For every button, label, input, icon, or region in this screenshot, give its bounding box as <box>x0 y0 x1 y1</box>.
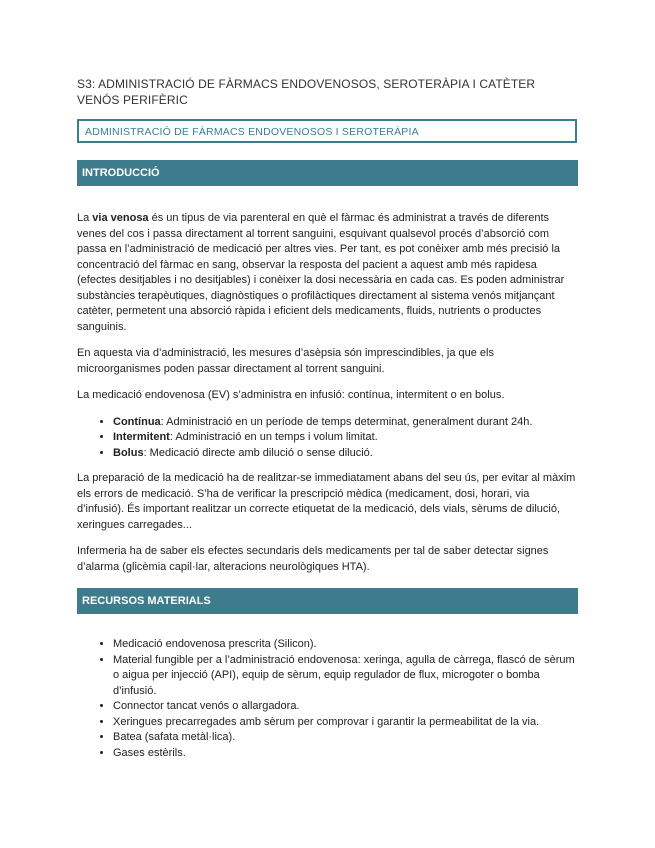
intro-paragraph-3: La medicació endovenosa (EV) s’administra en infusió: contínua, intermitent o en bolus. <box>77 389 505 401</box>
infusion-modes-list <box>77 415 577 462</box>
intro-p1-rest: és un tipus de via parenteral en què el fàrmac és administrat a través de diferents venes del cos i passa directament al torrent sanguini, esquivant qualsevol procés d’absorció com passa en l’administració de medicació per altres vies. Per tant, es pot conèixer amb més precisió la concentració del fàrmac en sang, observar la resposta del pacient a aquest amb més rapidesa (efectes desitjables i no desitjables) i conèixer la dosi necessària en cada cas. Es poden administrar substàncies terapèutiques, diagnòstiques o profilàctiques directament al sistema venós mitjançant catèter, permetent una absorció ràpida i eficient dels medicaments, fluids, nutrients o productes sanguinis. <box>77 212 565 333</box>
intro-paragraph-2: En aquesta via d’administració, les mesures d’asèpsia són imprescindibles, ja que els microorganismes poden passar directament al torrent sanguini. <box>77 347 494 375</box>
list-item: • Connector tancat venós o allargadora. <box>113 699 577 715</box>
intro-body <box>77 211 577 586</box>
list-item: • Batea (safata metàl·lica). <box>113 730 577 746</box>
mode-term: Contínua <box>113 415 161 428</box>
mode-term: Bolus <box>113 446 144 459</box>
mode-desc: : Medicació directe amb dilució o sense dilució. <box>143 446 373 459</box>
intro-p1-bold: via venosa <box>92 212 149 224</box>
list-item <box>113 430 577 446</box>
resources-heading-bar <box>77 588 578 614</box>
intro-heading: INTRODUCCIÓ <box>82 167 160 179</box>
section-subtitle-box <box>77 119 577 143</box>
list-item: • Material fungible per a l’administració endovenosa: xeringa, agulla de càrrega, flascó de sèrum o aigua per injecció (API), equip de sèrum, equip regulador de flux, microgoter o bomba d’infusió. <box>113 653 577 700</box>
mode-term: Intermitent <box>113 431 170 443</box>
mode-desc: : Administració en un temps i volum limitat. <box>169 431 378 443</box>
list-item <box>113 446 577 462</box>
section-subtitle: ADMINISTRACIÓ DE FÀRMACS ENDOVENOSOS I SEROTERÀPIA <box>85 126 419 138</box>
resources-heading: RECURSOS MATERIALS <box>82 595 211 607</box>
list-item: • Xeringues precarregades amb sèrum per comprovar i garantir la permeabilitat de la via. <box>113 715 577 731</box>
intro-heading-bar <box>77 160 578 186</box>
document-title: S3: ADMINISTRACIÓ DE FÀRMACS ENDOVENOSOS, SEROTERÀPIA I CATÈTER VENÓS PERIFÈRIC <box>77 77 536 107</box>
intro-paragraph-1 <box>77 211 577 335</box>
intro-paragraph-4: La preparació de la medicació ha de realitzar-se immediatament abans del seu ús, per evitar al màxim els errors de medicació. S’ha de verificar la prescripció mèdica (medicament, dosi, horari, via d’infusió). És important realitzar un correcte etiquetat de la medicació, dels vials, sèrums de dilució, xeringues carregades... <box>77 472 576 531</box>
intro-paragraph-5: Infermeria ha de saber els efectes secundaris dels medicaments per tal de saber detectar signes d’alarma (glicèmia capil·lar, alteracions neurològiques HTA). <box>77 545 549 573</box>
resources-body <box>77 637 577 761</box>
intro-p1-pre: La <box>77 212 93 224</box>
list-item: • Gases estèrils. <box>113 746 577 762</box>
list-item: • Medicació endovenosa prescrita (Silicon). <box>113 637 577 653</box>
resources-list <box>77 637 577 761</box>
mode-desc: : Administració en un període de temps determinat, generalment durant 24h. <box>160 415 533 428</box>
list-item <box>113 415 577 431</box>
